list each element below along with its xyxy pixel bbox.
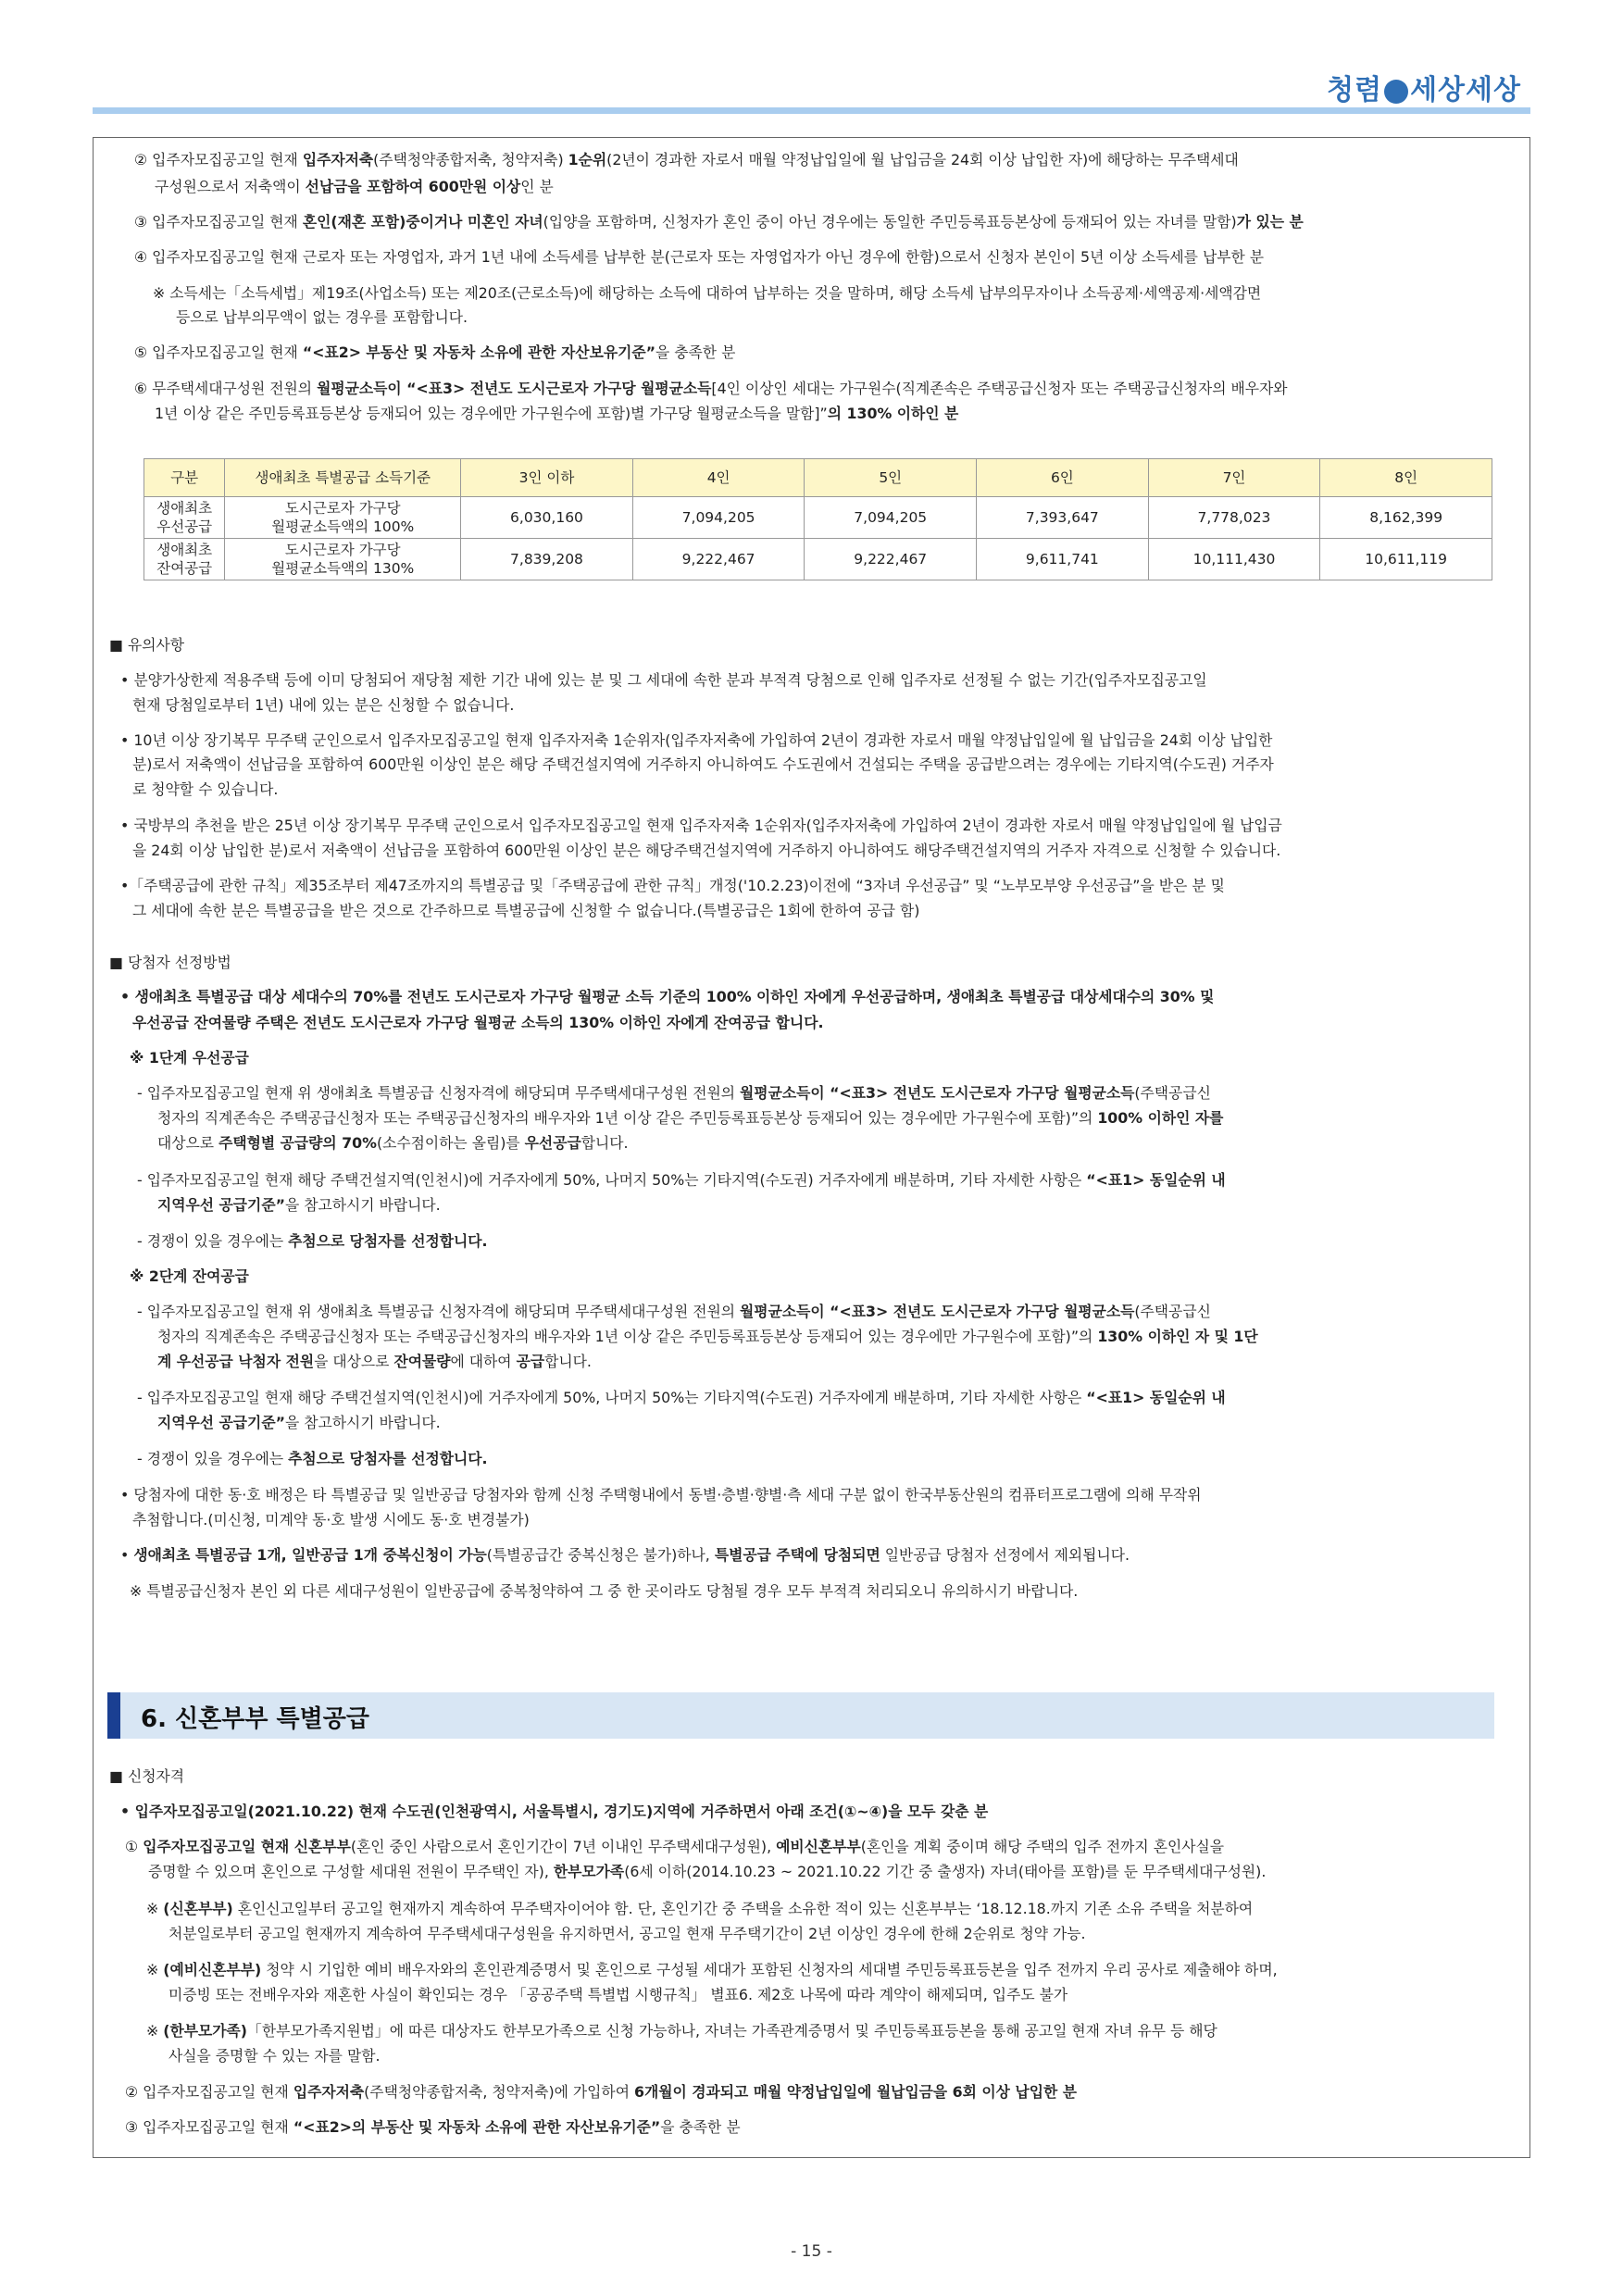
table-row <box>144 497 1492 539</box>
part1-text-line: ④ 입주자모집공고일 현재 근로자 또는 자영업자, 과거 1년 내에 소득세를 납부한 분(근로자 또는 자영업자가 아닌 경우에 한함)으로서 신청자 본인이 5년 이상 소득세를 납부한 분 <box>134 248 1265 266</box>
part1-text-line: 구성원으로서 저축액이 선납금을 포함하여 600만원 이상인 분 <box>155 178 554 195</box>
table-cell: 7,839,208 <box>461 539 633 580</box>
part2-text-line: 현재 당첨일로부터 1년) 내에 있는 분은 신청할 수 없습니다. <box>132 696 515 714</box>
part2-text-line: ■ 당첨자 선정방법 <box>109 954 231 971</box>
part1-text-line: ② 입주자모집공고일 현재 입주자저축(주택청약종합저축, 청약저축) 1순위(2년이 경과한 자로서 매월 약정납입일에 월 납입금을 24회 이상 납입한 자)에 해당하는 무주택세대 <box>134 151 1239 168</box>
table-row <box>144 539 1492 580</box>
part3-text-line: 증명할 수 있으며 혼인으로 구성할 세대원 전원이 무주택인 자), 한부모가족(6세 이하(2014.10.23 ~ 2021.10.22 기간 중 출생자) 자녀(태아를 포함)를 둔 무주택세대구성원). <box>148 1863 1267 1880</box>
table-header-cell: 5인 <box>805 459 977 497</box>
part2-text-line: • 생애최초 특별공급 1개, 일반공급 1개 중복신청이 가능(특별공급간 중복신청은 불가)하나, 특별공급 주택에 당첨되면 일반공급 당첨자 선정에서 제외됩니다. <box>120 1546 1130 1564</box>
part2-text-line: ■ 유의사항 <box>109 636 184 654</box>
part3-text-line: • 입주자모집공고일(2021.10.22) 현재 수도권(인천광역시, 서울특별시, 경기도)지역에 거주하면서 아래 조건(①~④)을 모두 갖춘 분 <box>120 1803 989 1820</box>
part2-text-line: • 당첨자에 대한 동·호 배정은 타 특별공급 및 일반공급 당첨자와 함께 신청 주택형내에서 동별·층별·향별·측 세대 구분 없이 한국부동산원의 컴퓨터프로그램에 의해 무작위 <box>120 1486 1202 1504</box>
row-criterion: 도시근로자 가구당 월평균소득액의 100% <box>225 497 461 539</box>
part3-text-line: ※ (한부모가족)「한부모가족지원법」에 따른 대상자도 한부모가족으로 신청 가능하나, 자녀는 가족관계증명서 및 주민등록표등본을 통해 공고일 현재 자녀 유무 등 해당 <box>146 2022 1217 2040</box>
part2-text-line: • 분양가상한제 적용주택 등에 이미 당첨되어 재당첨 제한 기간 내에 있는 분 및 그 세대에 속한 분과 부적격 당첨으로 인해 입주자로 선정될 수 없는 기간(입주자모집공고일 <box>120 671 1207 689</box>
part1-text-line: ※ 소득세는「소득세법」제19조(사업소득) 또는 제20조(근로소득)에 해당하는 소득에 대하여 납부하는 것을 말하며, 해당 소득세 납부의무자이나 소득공제·세액공제·세액감면 <box>153 284 1262 302</box>
part2-text-line: • 생애최초 특별공급 대상 세대수의 70%를 전년도 도시근로자 가구당 월평균 소득 기준의 100% 이하인 자에게 우선공급하며, 생애최초 특별공급 대상세대수의 30% 및 <box>120 988 1215 1005</box>
table-cell: 9,222,467 <box>805 539 977 580</box>
table-cell: 10,611,119 <box>1320 539 1492 580</box>
table-header-cell: 3인 이하 <box>461 459 633 497</box>
table-cell: 10,111,430 <box>1148 539 1320 580</box>
part1-text-line: ⑤ 입주자모집공고일 현재 “<표2> 부동산 및 자동차 소유에 관한 자산보유기준”을 충족한 분 <box>134 343 736 361</box>
table-header-row <box>144 459 1492 497</box>
part2-text-line: - 입주자모집공고일 현재 해당 주택건설지역(인천시)에 거주자에게 50%, 나머지 50%는 기타지역(수도권) 거주자에게 배분하며, 기타 자세한 사항은 “<표1> 동일순위 내 <box>137 1389 1226 1406</box>
part2-text-line: - 입주자모집공고일 현재 해당 주택건설지역(인천시)에 거주자에게 50%, 나머지 50%는 기타지역(수도권) 거주자에게 배분하며, 기타 자세한 사항은 “<표1> 동일순위 내 <box>137 1171 1226 1189</box>
table-header-cell: 7인 <box>1148 459 1320 497</box>
part2-text-line: 그 세대에 속한 분은 특별공급을 받은 것으로 간주하므로 특별공급에 신청할 수 없습니다.(특별공급은 1회에 한하여 공급 함) <box>132 902 920 919</box>
part2-text-line: 계 우선공급 낙첨자 전원을 대상으로 잔여물량에 대하여 공급합니다. <box>157 1353 592 1370</box>
table-cell: 7,094,205 <box>632 497 805 539</box>
part2-text-line: ※ 2단계 잔여공급 <box>130 1267 249 1285</box>
part2-text-line: - 입주자모집공고일 현재 위 생애최초 특별공급 신청자격에 해당되며 무주택세대구성원 전원의 월평균소득이 “<표3> 전년도 도시근로자 가구당 월평균소득(주택공급신 <box>137 1303 1211 1320</box>
part2-text-line: 추첨합니다.(미신청, 미계약 동·호 발생 시에도 동·호 변경불가) <box>132 1511 530 1529</box>
table-header-cell: 구분 <box>144 459 225 497</box>
part2-text-line: 대상으로 주택형별 공급량의 70%(소수점이하는 올림)를 우선공급합니다. <box>157 1134 629 1152</box>
part2-text-line: 지역우선 공급기준”을 참고하시기 바랍니다. <box>157 1196 441 1214</box>
part2-text-line: - 경쟁이 있을 경우에는 추첨으로 당첨자를 선정합니다. <box>137 1232 488 1250</box>
page-number: - 15 - <box>791 2242 832 2261</box>
table-cell: 7,393,647 <box>977 497 1149 539</box>
section-6-header <box>107 1692 1494 1739</box>
table-cell: 8,162,399 <box>1320 497 1492 539</box>
part2-text-line: - 입주자모집공고일 현재 위 생애최초 특별공급 신청자격에 해당되며 무주택세대구성원 전원의 월평균소득이 “<표3> 전년도 도시근로자 가구당 월평균소득(주택공급신 <box>137 1084 1211 1102</box>
table-cell: 9,222,467 <box>632 539 805 580</box>
part2-text-line: 을 24회 이상 납입한 분)로서 저축액이 선납금을 포함하여 600만원 이상인 분은 해당주택건설지역에 거주하지 아니하여도 해당주택건설지역의 거주자 자격으로 신청할 수 있습니다. <box>132 842 1281 859</box>
part2-text-line: • 10년 이상 장기복무 무주택 군인으로서 입주자모집공고일 현재 입주자저축 1순위자(입주자저축에 가입하여 2년이 경과한 자로서 매월 약정납입일에 월 납입금을 24회 이상 납입한 <box>120 731 1273 749</box>
table-cell: 7,778,023 <box>1148 497 1320 539</box>
part2-text-line: 지역우선 공급기준”을 참고하시기 바랍니다. <box>157 1414 441 1431</box>
part3-text-line: 처분일로부터 공고일 현재까지 계속하여 무주택세대구성원을 유지하면서, 공고일 현재 무주택기간이 2년 이상인 경우에 한해 2순위로 청약 가능. <box>169 1925 1086 1942</box>
part2-text-line: 우선공급 잔여물량 주택은 전년도 도시근로자 가구당 월평균 소득의 130% 이하인 자에게 잔여공급 합니다. <box>132 1014 824 1031</box>
part2-text-line: - 경쟁이 있을 경우에는 추첨으로 당첨자를 선정합니다. <box>137 1450 488 1467</box>
table-header-cell: 생애최초 특별공급 소득기준 <box>225 459 461 497</box>
section-accent-bar <box>107 1692 120 1739</box>
part2-text-line: 청자의 직계존속은 주택공급신청자 또는 주택공급신청자의 배우자와 1년 이상 같은 주민등록표등본상 등재되어 있는 경우에만 가구원수에 포함)”의 130% 이하인 자 및 1단 <box>157 1328 1258 1345</box>
table-header-cell: 4인 <box>632 459 805 497</box>
table-header-cell: 8인 <box>1320 459 1492 497</box>
part2-text-line: ※ 특별공급신청자 본인 외 다른 세대구성원이 일반공급에 중복청약하여 그 중 한 곳이라도 당첨될 경우 모두 부적격 처리되오니 유의하시기 바랍니다. <box>130 1582 1079 1600</box>
table-header-cell: 6인 <box>977 459 1149 497</box>
row-criterion: 도시근로자 가구당 월평균소득액의 130% <box>225 539 461 580</box>
row-category: 생애최초 잔여공급 <box>144 539 225 580</box>
income-criteria-table <box>144 458 1492 580</box>
part2-text-line: 로 청약할 수 있습니다. <box>132 780 279 798</box>
part3-text-line: 사실을 증명할 수 있는 자를 말함. <box>169 2047 381 2065</box>
section-title: 6. 신혼부부 특별공급 <box>141 1705 369 1733</box>
part3-text-line: 미증빙 또는 전배우자와 재혼한 사실이 확인되는 경우 「공공주택 특별법 시행규칙」 별표6. 제2호 나목에 따라 계약이 해제되며, 입주도 불가 <box>169 1986 1068 2003</box>
part2-text-line: 분)로서 저축액이 선납금을 포함하여 600만원 이상인 분은 해당 주택건설지역에 거주하지 아니하여도 수도권에서 건설되는 주택을 공급받으려는 경우에는 기타지역(수도권) 거주자 <box>132 755 1274 773</box>
part2-text-line: 청자의 직계존속은 주택공급신청자 또는 주택공급신청자의 배우자와 1년 이상 같은 주민등록표등본상 등재되어 있는 경우에만 가구원수에 포함)”의 100% 이하인 자를 <box>157 1109 1224 1127</box>
part1-text-line: ⑥ 무주택세대구성원 전원의 월평균소득이 “<표3> 전년도 도시근로자 가구당 월평균소득[4인 이상인 세대는 가구원수(직계존속은 주택공급신청자 또는 주택공급신청자의 배우자와 <box>134 380 1288 397</box>
part2-text-line: • 국방부의 추천을 받은 25년 이상 장기복무 무주택 군인으로서 입주자모집공고일 현재 입주자저축 1순위자(입주자저축에 가입하여 2년이 경과한 자로서 매월 약정납입일에 월 납입금 <box>120 817 1282 834</box>
logo-mark-icon <box>1384 80 1408 104</box>
table-cell: 9,611,741 <box>977 539 1149 580</box>
header-bar <box>93 107 1530 114</box>
part1-text-line: ③ 입주자모집공고일 현재 혼인(재혼 포함)중이거나 미혼인 자녀(입양을 포함하며, 신청자가 혼인 중이 아닌 경우에는 동일한 주민등록표등본상에 등재되어 있는 자녀를 말함)가 있는 분 <box>134 213 1304 231</box>
part3-text-line: ■ 신청자격 <box>109 1767 184 1785</box>
part3-text-line: ② 입주자모집공고일 현재 입주자저축(주택청약종합저축, 청약저축)에 가입하여 6개월이 경과되고 매월 약정납입일에 월납입금을 6회 이상 납입한 분 <box>125 2083 1077 2101</box>
part3-text-line: ※ (예비신혼부부) 청약 시 기입한 예비 배우자와의 혼인관계증명서 및 혼인으로 구성될 세대가 포함된 신청자의 세대별 주민등록표등본을 입주 전까지 우리 공사로 제출해야 하며, <box>146 1961 1278 1978</box>
table-cell: 6,030,160 <box>461 497 633 539</box>
logo: 청렴 세상세상 <box>1327 74 1521 106</box>
part3-text-line: ① 입주자모집공고일 현재 신혼부부(혼인 중인 사람으로서 혼인기간이 7년 이내인 무주택세대구성원), 예비신혼부부(혼인을 계획 중이며 해당 주택의 입주 전까지 혼인사실을 <box>125 1838 1224 1855</box>
part3-text-line: ※ (신혼부부) 혼인신고일부터 공고일 현재까지 계속하여 무주택자이어야 함. 단, 혼인기간 중 주택을 소유한 적이 있는 신혼부부는 ‘18.12.18.까지 기존 소유 주택을 처분하여 <box>146 1900 1254 1917</box>
part2-text-line: •「주택공급에 관한 규칙」제35조부터 제47조까지의 특별공급 및「주택공급에 관한 규칙」개정('10.2.23)이전에 “3자녀 우선공급” 및 “노부모부양 우선공급”을 받은 분 및 <box>120 877 1225 894</box>
part3-text-line: ③ 입주자모집공고일 현재 “<표2>의 부동산 및 자동차 소유에 관한 자산보유기준”을 충족한 분 <box>125 2118 741 2136</box>
part2-text-line: ※ 1단계 우선공급 <box>130 1049 249 1067</box>
row-category: 생애최초 우선공급 <box>144 497 225 539</box>
part1-text-line: 등으로 납부의무액이 없는 경우를 포함합니다. <box>176 308 468 326</box>
table-cell: 7,094,205 <box>805 497 977 539</box>
part1-text-line: 1년 이상 같은 주민등록표등본상 등재되어 있는 경우에만 가구원수에 포함)별 가구당 월평균소득을 말함]”의 130% 이하인 분 <box>155 405 959 422</box>
